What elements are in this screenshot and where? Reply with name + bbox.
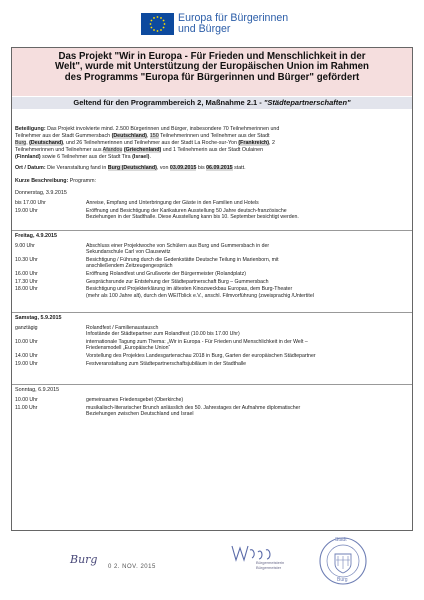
place-date-label: Ort / Datum: xyxy=(15,165,46,171)
eu-programme-header xyxy=(141,13,288,35)
participation-text: , und 26 Teilnehmerinnen und Teilnehmer aus der Stadt La Roche-sur-Yon xyxy=(63,140,239,146)
eu-star-icon xyxy=(163,20,165,22)
event-time: 18.00 Uhr xyxy=(15,286,38,293)
short-description-label: Kurze Beschreibung: xyxy=(15,178,69,184)
eu-star-icon xyxy=(163,27,165,29)
headline-line2: Welt", wurde mit Unterstützung der Europäischen Union im Rahmen xyxy=(55,61,369,73)
event-time: 17.30 Uhr xyxy=(15,278,38,285)
place-date-text: Die Veranstaltung fand in xyxy=(45,165,108,171)
country-highlight: (Griechenland) xyxy=(123,147,162,153)
eu-title-line2: und Bürger xyxy=(178,23,231,35)
signature-caption-line1: Bürgermeisterin xyxy=(256,560,285,565)
event-description: Gesprächsrunde zur Entstehung der Städtepartnerschaft Burg – Gummersbach xyxy=(86,278,269,285)
eu-star-icon xyxy=(157,30,159,32)
participation-text: , xyxy=(26,140,30,146)
country-label: (Finnland) xyxy=(15,154,41,160)
event-description: Friedensmodell „Europäische Union“ xyxy=(86,345,171,352)
event-description: Besichtigung / Führung durch die Gedenkstätte Deutsche Teilung in Marienborn, mit xyxy=(86,257,279,263)
city-highlight: Afandou xyxy=(102,147,123,153)
event-time: 16.00 Uhr xyxy=(15,271,38,277)
eu-star-icon xyxy=(164,23,166,25)
event-description: Vorstellung des Projektes Landesgartenschau 2018 in Burg, Garten der europäischen Städtepartner xyxy=(86,353,316,359)
participation-text: sowie 6 Teilnehmer aus der Stadt Tira xyxy=(40,154,133,160)
day-heading: Sonntag, 6.9.2015 xyxy=(15,387,60,393)
event-description: Anreise, Empfang und Unterbringung der Gäste in den Familien und Hotels xyxy=(86,200,259,206)
headline-line1: Das Projekt "Wir in Europa - Für Frieden und Menschlichkeit in der xyxy=(58,51,366,62)
event-time: 11.00 Uhr xyxy=(15,404,38,411)
eu-star-icon xyxy=(150,23,152,25)
event-description: Eröffnung Rolandfest und Grußworte der Bürgermeister (Rolandplatz) xyxy=(86,271,246,277)
signature-caption-line2: Bürgermeister xyxy=(256,565,282,570)
day-heading: Donnerstag, 3.9.2015 xyxy=(15,190,67,196)
seal-text-top: Stadt xyxy=(335,537,347,543)
short-description-line xyxy=(15,178,96,185)
event-time: 10.00 Uhr xyxy=(15,339,38,345)
participation-text: und 1 Teilnehmerin aus der Stadt Oulainen xyxy=(161,147,264,153)
event-description: internationale Tagung zum Thema: „Wir in Europa - Für Frieden und Menschlichkeit in der Welt – xyxy=(86,339,308,345)
event-description: Infostände der Städtepartner zum Rolandfest (10.00 bis 17.00 Uhr) xyxy=(86,331,240,338)
event-description: Eröffnung und Besichtigung der Karikaturen Ausstellung 50 Jahre deutsch-französische xyxy=(86,207,287,214)
event-time: 10.00 Uhr xyxy=(15,397,38,403)
participation-text: . xyxy=(149,154,151,160)
event-time: 10.30 Uhr xyxy=(15,257,38,263)
eu-star-icon xyxy=(151,27,153,29)
participation-text: Teilnehmer aus der Stadt Gummersbach xyxy=(15,133,112,139)
place-date-text: bis xyxy=(196,165,207,171)
eu-star-icon xyxy=(157,16,159,18)
place-date-text: , von xyxy=(156,165,170,171)
section-divider xyxy=(12,230,412,231)
city-seal xyxy=(318,536,368,586)
short-description-text: Programm: xyxy=(68,178,96,184)
participation-text: , 2 xyxy=(269,140,275,146)
participation-text: Teilnehmerinnen und Teilnehmer aus der Stadt xyxy=(158,133,270,139)
participation-label: Beteiligung: xyxy=(15,126,46,132)
event-description: Rolandfest / Familienaustausch xyxy=(86,325,159,331)
subline-italic: "Städtepartnerschaften" xyxy=(263,98,351,107)
event-description: Sekundarschule Carl von Clausewitz xyxy=(86,249,171,256)
date-stamp: 0 2. NOV. 2015 xyxy=(108,564,156,570)
event-time: 9.00 Uhr xyxy=(15,243,35,249)
count-highlight: 150 xyxy=(149,133,159,139)
event-description: Abschluss einer Projektwoche von Schülern aus Burg und Gummersbach in der xyxy=(86,243,270,249)
signature-caption xyxy=(256,560,284,570)
participation-text: , xyxy=(146,133,150,139)
eu-star-icon xyxy=(153,17,155,19)
seal-text-bottom: Burg xyxy=(337,577,348,583)
end-date: 06.09.2015 xyxy=(206,165,233,171)
city-highlight: Burg xyxy=(15,140,27,146)
day-heading: Freitag, 4.9.2015 xyxy=(15,233,57,239)
eu-title-line1: Europa für Bürgerinnen xyxy=(178,12,289,24)
event-description: anschließendem Zeitzeugengespräch xyxy=(86,263,173,270)
handwritten-place: Burg xyxy=(70,553,98,566)
section-divider xyxy=(12,312,412,313)
eu-star-icon xyxy=(160,17,162,19)
place-highlight: Burg (Deutschland) xyxy=(107,165,157,171)
place-date-text: statt. xyxy=(232,165,246,171)
country-label: (Israel) xyxy=(132,154,150,160)
event-time: bis 17.00 Uhr xyxy=(15,200,46,206)
programme-strand-line xyxy=(12,98,412,107)
country-highlight: (Deutschand) xyxy=(29,140,63,146)
event-description: Beziehungen in der Stadthalle. Diese Ausstellung kann bis 10. September besichtigt werden. xyxy=(86,214,299,220)
participation-text: Das Projekt involvierte mind. 2.500 Bürgerinnen und Bürger, insbesondere 70 Teilnehmerinnen und xyxy=(45,126,280,132)
day-heading: Samstag, 5.9.2015 xyxy=(15,315,62,321)
event-description: Festveranstaltung zum Städtepartnerschaftsjubiläum in der Stadthalle xyxy=(86,360,247,367)
headline xyxy=(16,52,408,83)
event-time: 14.00 Uhr xyxy=(15,353,38,359)
country-highlight: (Frankreich) xyxy=(238,140,270,146)
event-description: (mehr als 100 Jahre alt), durch den WEITblick e.V., anschl. Filmvorführung (zweisprachig /Untertitel xyxy=(86,292,314,299)
event-description: gemeinsames Friedensgebet (Oberkirche) xyxy=(86,397,184,403)
event-description: musikalisch-literarischer Brunch anlässlich des 50. Jahrestages der Aufnahme diplomatischer xyxy=(86,404,301,411)
event-description: Besichtigung und Projekterklärung im ältesten Kinozweckbau Europas, dem Burg-Theater xyxy=(86,286,293,293)
place-date-line xyxy=(15,165,246,172)
headline-line3: des Programms "Europa für Bürgerinnen und Bürger" gefördert xyxy=(64,71,360,83)
eu-star-icon xyxy=(160,29,162,31)
event-time: 19.00 Uhr xyxy=(15,360,38,367)
start-date: 03.09.2015 xyxy=(169,165,197,171)
eu-flag-icon xyxy=(141,13,174,35)
eu-star-icon xyxy=(151,20,153,22)
eu-programme-title xyxy=(178,13,288,35)
eu-star-icon xyxy=(153,29,155,31)
event-time: ganztägig xyxy=(15,325,38,331)
section-divider xyxy=(12,384,412,385)
event-description: Beziehungen zwischen Deutschland und Israel xyxy=(86,411,194,417)
subline-prefix: Geltend für den Programmbereich 2, Maßnahme 2.1 - xyxy=(73,98,264,107)
country-highlight: (Deutschland) xyxy=(111,133,147,139)
event-time: 19.00 Uhr xyxy=(15,207,38,214)
participation-text: Teilnehmerinnen und Teilnehmer aus xyxy=(15,147,103,153)
